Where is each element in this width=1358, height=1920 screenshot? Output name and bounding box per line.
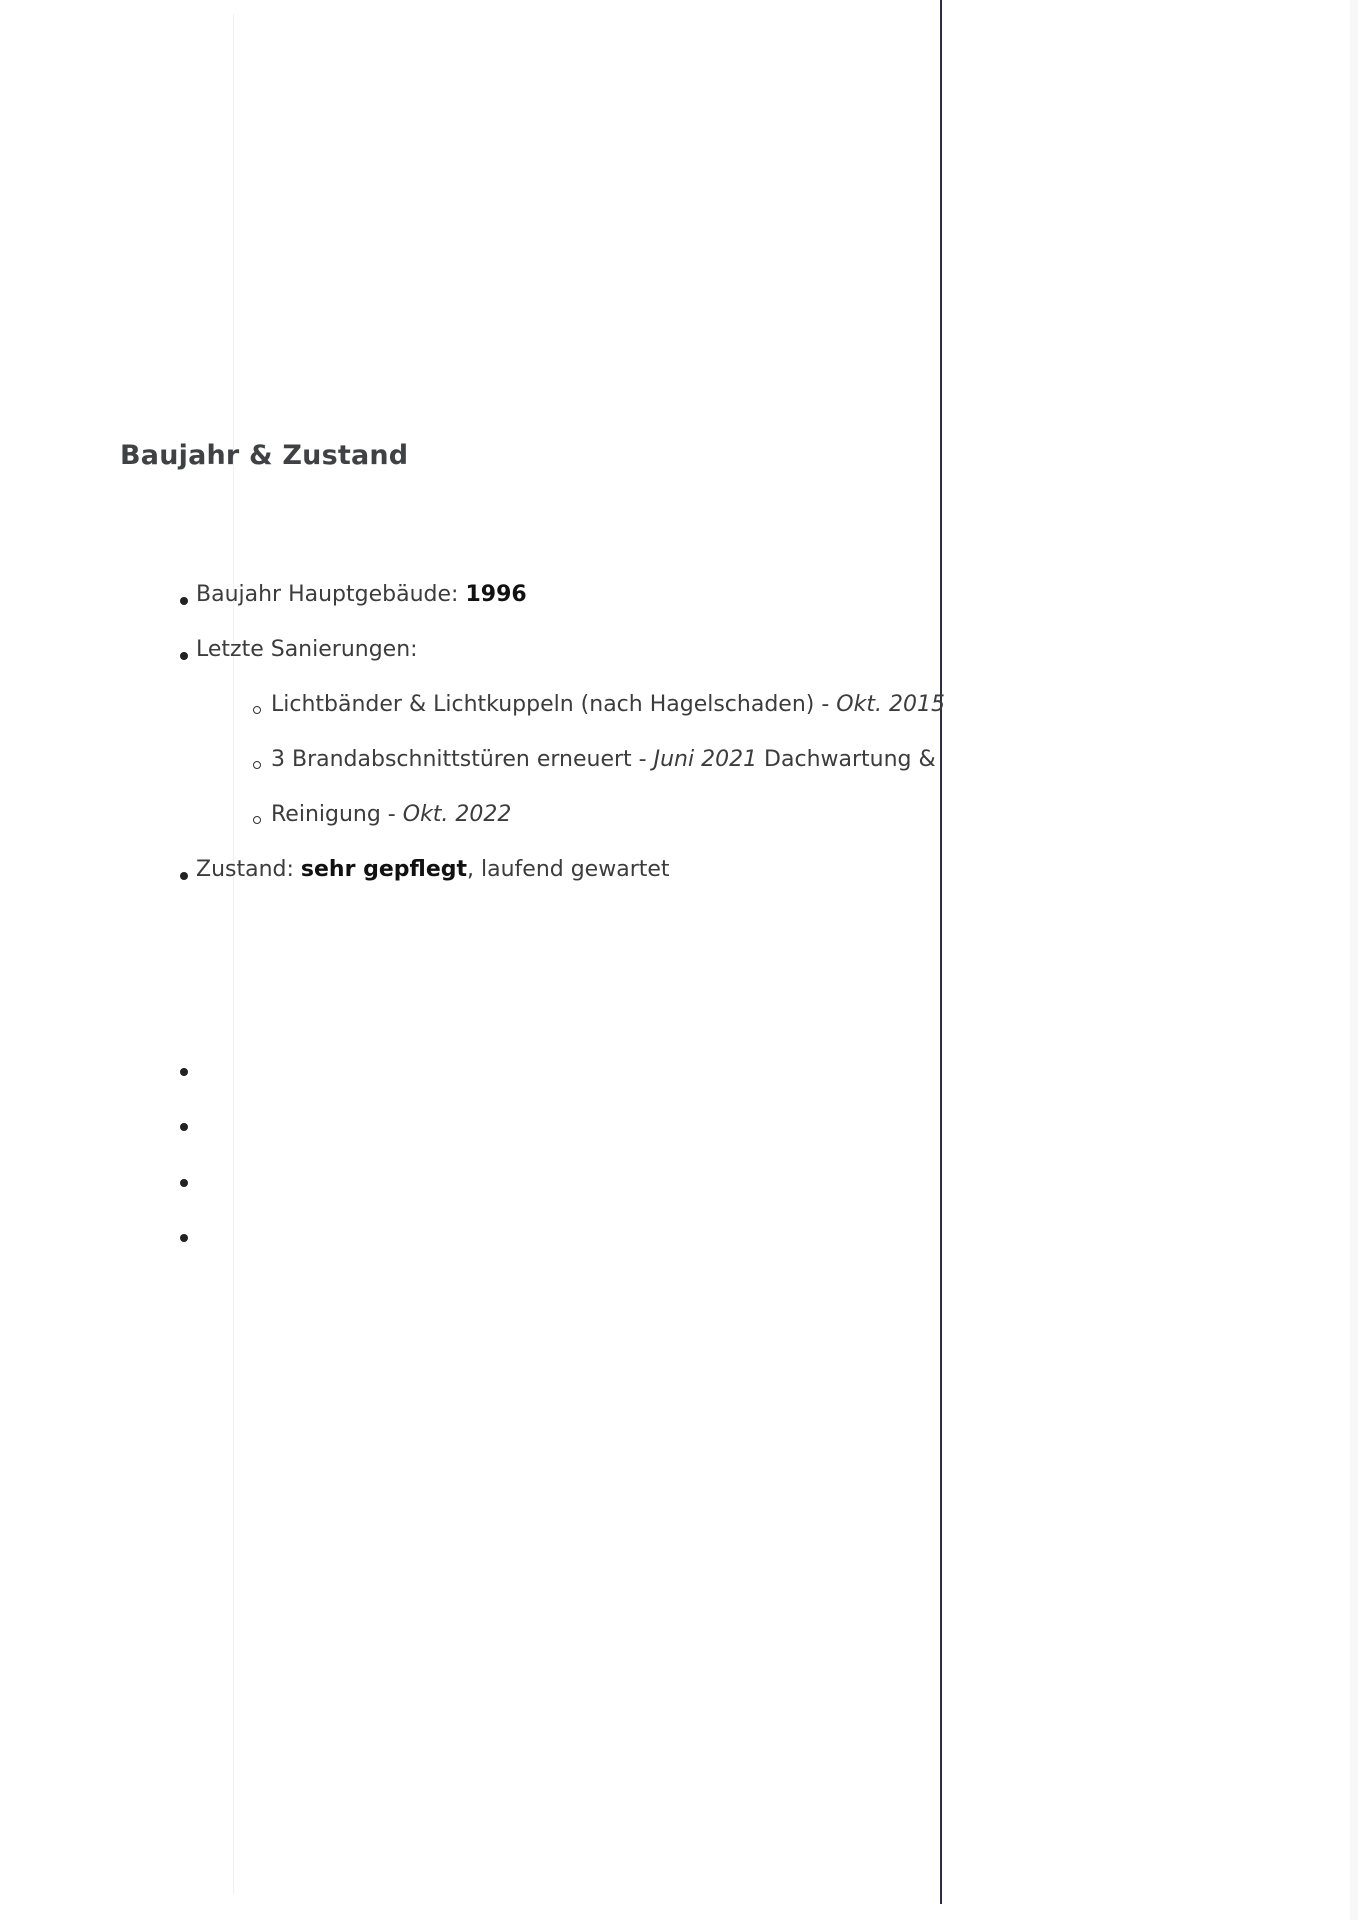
sub-item-rest: Dachwartung & (757, 747, 936, 772)
sub-bullet-circle (253, 816, 261, 824)
sub-item-date: Okt. 2022 (402, 802, 512, 827)
zustand-rest: , laufend gewartet (467, 857, 670, 882)
page-edge (1350, 0, 1358, 1920)
sub-list-item (271, 800, 511, 830)
empty-bullet (180, 1068, 188, 1076)
baujahr-value: 1996 (465, 582, 527, 607)
sub-bullet-circle (253, 706, 261, 714)
bullet-dot (180, 652, 188, 660)
sub-bullet-circle (253, 761, 261, 769)
empty-bullet (180, 1123, 188, 1131)
sub-list-item (271, 745, 936, 775)
bullet-dot (180, 872, 188, 880)
section-heading: Baujahr & Zustand (120, 440, 409, 471)
sub-item-date: Okt. 2015 (836, 692, 945, 717)
sanierungen-label: Letzte Sanierungen: (196, 637, 418, 662)
bullet-dot (180, 597, 188, 605)
list-item-sanierungen (196, 635, 418, 665)
scan-artifact-line (233, 14, 234, 1894)
sub-list-item (271, 690, 945, 720)
sub-item-date: Juni 2021 (653, 747, 758, 772)
list-item-baujahr (196, 580, 527, 610)
sub-item-text: Lichtbänder & Lichtkuppeln (nach Hagelschaden) - (271, 692, 837, 717)
zustand-value: sehr gepflegt (300, 857, 468, 882)
empty-bullet (180, 1179, 188, 1187)
baujahr-label: Baujahr Hauptgebäude: (196, 582, 466, 607)
margin-rule (940, 0, 942, 1904)
empty-bullet (180, 1234, 188, 1242)
sub-item-text: 3 Brandabschnittstüren erneuert - (271, 747, 654, 772)
sub-item-text: Reinigung - (271, 802, 403, 827)
list-item-zustand (196, 855, 670, 885)
zustand-label: Zustand: (196, 857, 301, 882)
